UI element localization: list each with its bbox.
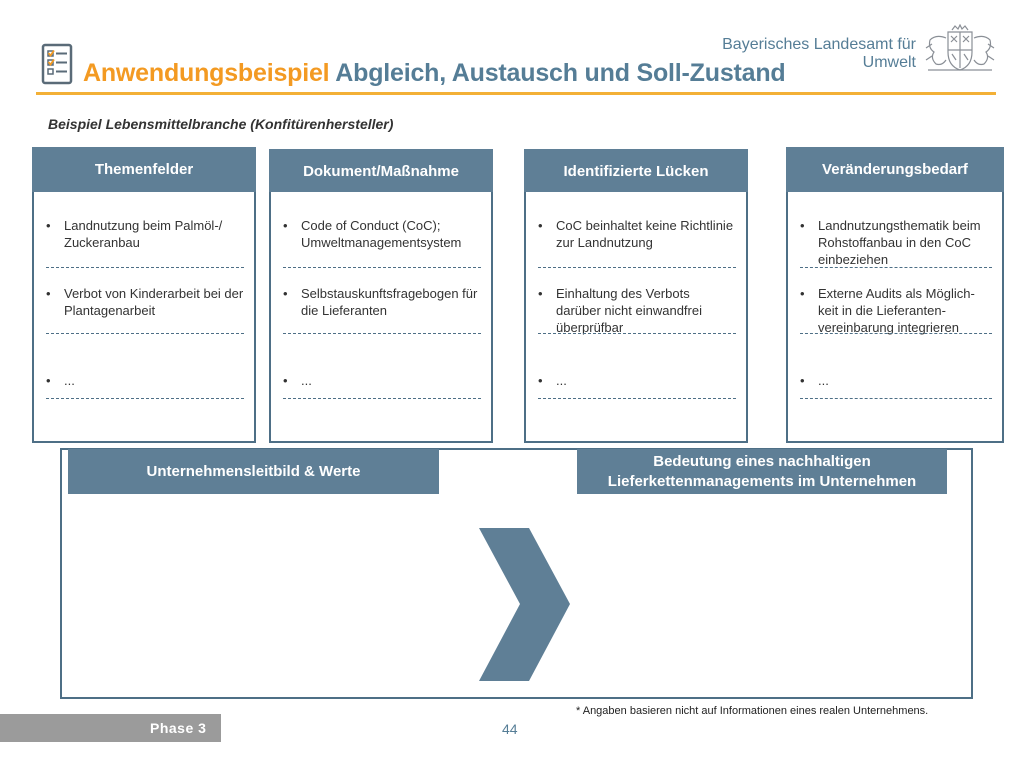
lieferkette-header: Bedeutung eines nachhaltigen Lieferkettenmanagements im Unternehmen <box>577 449 947 494</box>
organization-name <box>722 36 916 72</box>
column-dokument-massnahme <box>269 147 493 443</box>
column-body <box>32 192 256 443</box>
page-number: 44 <box>502 721 518 737</box>
dashed-divider <box>283 267 481 268</box>
chevron-right-icon <box>479 528 570 681</box>
list-item: • ... <box>46 373 75 388</box>
organization-name-line1: Bayerisches Landesamt für <box>722 36 916 53</box>
dashed-divider <box>800 267 992 268</box>
column-header: Themenfelder <box>32 147 256 192</box>
dashed-divider <box>46 398 244 399</box>
dashed-divider <box>46 267 244 268</box>
list-item: • CoC beinhaltet keine Richtlinie zur Landnutzung <box>538 218 734 250</box>
page-title-main: Abgleich, Austausch und Soll-Zustand <box>335 59 786 87</box>
list-item: • ... <box>283 373 312 388</box>
page-title <box>83 59 786 88</box>
list-item: • Einhaltung des Verbots darüber nicht einwandfrei überprüfbar <box>538 286 702 335</box>
checklist-icon <box>40 42 74 86</box>
dashed-divider <box>800 333 992 334</box>
column-header: Identifizierte Lücken <box>524 149 748 194</box>
page-title-highlight: Anwendungsbeispiel <box>83 59 330 87</box>
list-item: • Landnutzungsthematik beim Rohstoffanbau in den CoC einbeziehen <box>800 218 981 267</box>
dashed-divider <box>46 333 244 334</box>
dashed-divider <box>800 398 992 399</box>
footnote: * Angaben basieren nicht auf Informationen eines realen Unternehmens. <box>576 705 929 717</box>
dashed-divider <box>283 398 481 399</box>
coat-of-arms-icon <box>922 24 998 74</box>
list-item: • Externe Audits als Möglich-keit in die Lieferanten-vereinbarung integrieren <box>800 286 975 335</box>
dashed-divider <box>538 333 736 334</box>
list-item: • Landnutzung beim Palmöl-/ Zuckeranbau <box>46 218 223 250</box>
list-item: • ... <box>538 373 567 388</box>
list-item: • Selbstauskunftsfragebogen für die Lieferanten <box>283 286 478 318</box>
title-divider <box>36 92 996 95</box>
list-item: • Code of Conduct (CoC); Umweltmanagementsystem <box>283 218 462 250</box>
leitbild-header: Unternehmensleitbild & Werte <box>68 449 439 494</box>
column-body <box>524 192 748 443</box>
list-item: • ... <box>800 373 829 388</box>
dashed-divider <box>538 398 736 399</box>
phase-label: Phase 3 <box>150 720 207 736</box>
column-header: Veränderungsbedarf <box>786 147 1004 192</box>
column-identifizierte-luecken <box>524 147 748 443</box>
organization-name-line2: Umwelt <box>862 54 916 71</box>
column-body <box>786 192 1004 443</box>
dashed-divider <box>538 267 736 268</box>
column-veraenderungsbedarf <box>786 147 1004 443</box>
subtitle: Beispiel Lebensmittelbranche (Konfitürenhersteller) <box>48 116 394 132</box>
column-themenfelder <box>32 147 256 443</box>
list-item: • Verbot von Kinderarbeit bei der Plantagenarbeit <box>46 286 244 318</box>
dashed-divider <box>283 333 481 334</box>
column-body <box>269 192 493 443</box>
column-header: Dokument/Maßnahme <box>269 149 493 194</box>
